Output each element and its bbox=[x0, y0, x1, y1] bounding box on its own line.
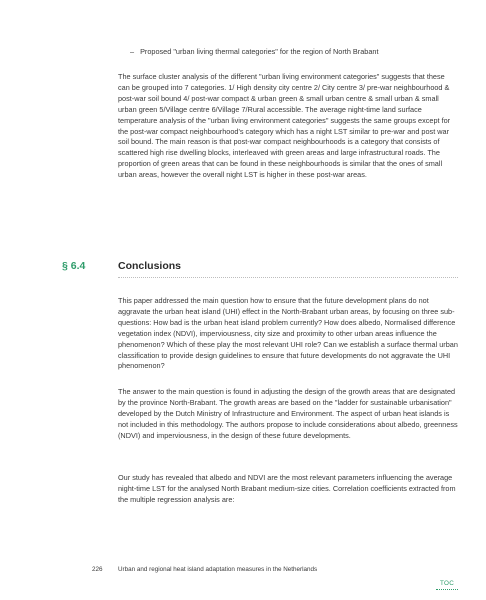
paragraph-study-results bbox=[118, 473, 458, 506]
page-number: 226 bbox=[92, 566, 103, 573]
paragraph-text: The answer to the main question is found in adjusting the design of the growth areas that are designated by the province North-Brabant. The growth areas are based on the "ladder for sustainable urbanisation" developed by the Dutch Ministry of Infrastructure and Environment. The aspect of urban heat islands is not included in this methodology. The authors propose to include considerations about albedo, greenness (NDVI) and imperviousness, in the design of these future developments. bbox=[118, 387, 458, 440]
section-number: § 6.4 bbox=[62, 260, 86, 272]
paragraph-main-question bbox=[118, 296, 458, 372]
bullet-dash: – bbox=[130, 47, 135, 56]
bullet-text: Proposed "urban living thermal categories" for the region of North Brabant bbox=[140, 47, 379, 56]
section-title: Conclusions bbox=[118, 260, 182, 272]
bullet-item bbox=[130, 47, 378, 57]
paragraph-text: This paper addressed the main question how to ensure that the future development plans do not aggravate the urban heat island (UHI) effect in the North-Brabant urban areas, by focusing on three sub-questions: How bad is the urban heat island problem currently? How does albedo, Normalised difference vegetation index (NDVI), imperviousness, city size and proximity to other urban areas influence the phenomenon? Which of these play the most relevant UHI role? Can we establish a surface thermal urban classification to provide design guidelines to ensure that future developments do not aggravate the UHI phenomenon? bbox=[118, 296, 458, 371]
running-footer-title: Urban and regional heat island adaptation measures in the Netherlands bbox=[118, 566, 318, 573]
toc-link[interactable]: TOC bbox=[440, 580, 455, 587]
paragraph-text: Our study has revealed that albedo and NDVI are the most relevant parameters influencing the average night-time LST for the analysed North Brabant medium-size cities. Correlation coefficients extracted from the multiple regression analysis are: bbox=[118, 473, 456, 504]
toc-underline bbox=[436, 589, 458, 590]
paragraph-answer bbox=[118, 387, 458, 442]
paragraph-cluster-analysis bbox=[118, 72, 458, 181]
section-divider bbox=[118, 277, 458, 278]
paragraph-text: The surface cluster analysis of the different "urban living environment categories" suggests that these can be grouped into 7 categories. 1/ High density city centre 2/ City centre 3/ pre-war neighbourhood & post-war soil bound 4/ post-war compact & urban green & small urban centre & small urban & small urban green 5/Village centre 6/Village 7/Rural accessible. The average night-time land surface temperature analysis of the "urban living environment categories" suggests the same groups except for the post-war compact neighbourhood's category which has a night LST similar to pre-war and post war soil bound. The main reason is that post-war compact neighbourhoods is a category that consists of scattered high rise dwelling blocks, interleaved with green areas and large infrastructural roads. The proportion of green areas that can be found in these neighbourhoods is similar that the ones of small urban areas, however the overall night LST is higher in these post-war areas. bbox=[118, 72, 451, 180]
